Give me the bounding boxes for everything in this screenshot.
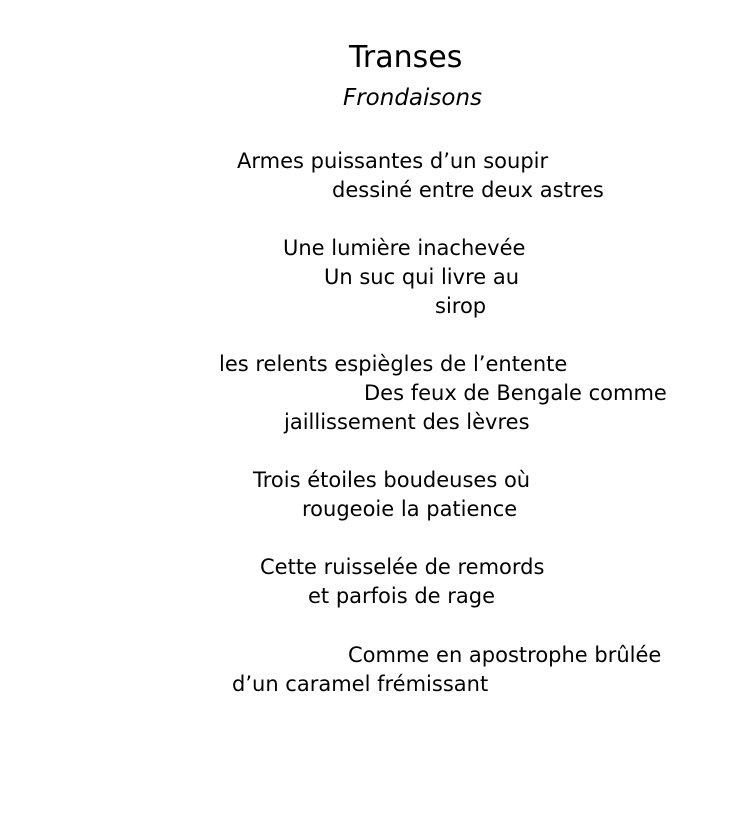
poem-line: et parfois de rage <box>308 584 496 608</box>
poem-line: Des feux de Bengale comme <box>364 381 667 405</box>
poem-line: d’un caramel frémissant <box>232 672 489 696</box>
poem-line: dessiné entre deux astres <box>332 178 604 202</box>
poem-subtitle: Frondaisons <box>343 85 483 111</box>
poem-line: Armes puissantes d’un soupir <box>237 149 549 173</box>
poem-line: Trois étoiles boudeuses où <box>253 468 531 492</box>
poem-title: Transes <box>349 40 463 75</box>
poem-line: les relents espiègles de l’entente <box>219 352 568 376</box>
poem-line: jaillissement des lèvres <box>284 410 530 434</box>
poem-line: Une lumière inachevée <box>283 236 526 260</box>
poem-line: sirop <box>435 294 487 318</box>
poem-line: Cette ruisselée de remords <box>260 555 545 579</box>
poem-line: Un suc qui livre au <box>324 265 520 289</box>
poem-line: rougeoie la patience <box>302 497 518 521</box>
poem-line: Comme en apostrophe brûlée <box>348 643 662 667</box>
